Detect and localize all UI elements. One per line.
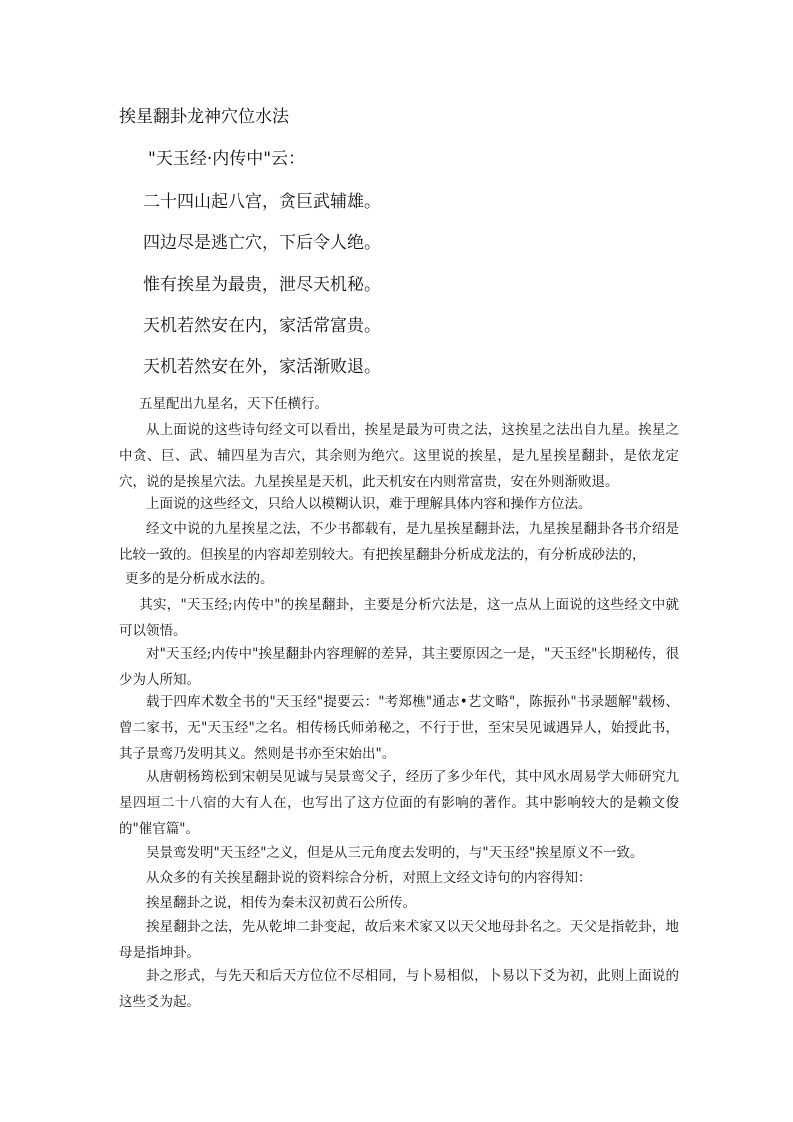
verse-line: 天机若然安在外，家活渐败退。 <box>143 357 381 377</box>
verse-line: 二十四山起八宫，贪巨武辅雄。 <box>143 192 381 212</box>
paragraph: 经文中说的九星挨星之法，不少书都载有，是九星挨星翻卦法，九星挨星翻卦各书介绍是比较一致的。但挨星的内容却差别较大。有把挨星翻卦分析成龙法的，有分析成砂法的， <box>119 521 679 563</box>
verse-line: 惟有挨星为最贵，泄尽天机秘。 <box>143 275 381 295</box>
paragraph: 五星配出九星名，天下任横行。 <box>139 396 328 412</box>
page-title: 挨星翻卦龙神穴位水法 <box>119 107 289 127</box>
verse-line: 四边尽是逃亡穴，下后令人绝。 <box>143 233 381 253</box>
paragraph: 从上面说的这些诗句经文可以看出，挨星是最为可贵之法，这挨星之法出自九星。挨星之中贪、巨、武、辅四星为吉穴，其余则为绝穴。这里说的挨星，是九星挨星翻卦，是依龙定穴，说的是挨星穴法。九星挨星是天机，此天机安在内则常富贵，安在外则渐败退。 <box>119 422 679 490</box>
paragraph: 载于四库术数全书的"天玉经"提要云："考郑樵"通志•艺文略"，陈振孙"书录题解"载杨、曾二家书，无"天玉经"之名。相传杨氏师弟秘之，不行于世，至宋吴见诚遇异人，始授此书，其子景鸾乃发明其义。然则是书亦至宋始出"。 <box>119 694 679 762</box>
paragraph: 其实，"天玉经;内传中"的挨星翻卦，主要是分析穴法是，这一点从上面说的这些经文中就可以领悟。 <box>119 597 679 639</box>
paragraph: 上面说的这些经文，只给人以模糊认识，难于理解具体内容和操作方位法。 <box>146 496 592 512</box>
paragraph: 挨星翻卦之说，相传为秦未汉初黄石公所传。 <box>146 895 416 911</box>
verse-line: 天机若然安在内，家活常富贵。 <box>143 316 381 336</box>
paragraph: 卦之形式，与先天和后天方位位不尽相同，与卜易相似，卜易以下爻为初，此则上面说的这些爻为起。 <box>119 968 679 1010</box>
paragraph: 从众多的有关挨星翻卦说的资料综合分析，对照上文经文诗句的内容得知： <box>146 870 592 886</box>
paragraph: 从唐朝杨筠松到宋朝吴见诚与吴景鸾父子，经历了多少年代，其中风水周易学大师研究九星四垣二十八宿的大有人在，也写出了这方位面的有影响的著作。其中影响较大的是赖文俊的"催官篇"。 <box>119 769 679 837</box>
quote-intro: "天玉经·内传中"云： <box>148 149 306 169</box>
paragraph: 吴景鸾发明"天玉经"之义，但是从三元角度去发明的，与"天玉经"挨星原义不一致。 <box>146 845 644 861</box>
paragraph: 对"天玉经;内传中"挨星翻卦内容理解的差异，其主要原因之一是，"天玉经"长期秘传，很少为人所知。 <box>119 646 679 688</box>
paragraph: 挨星翻卦之法，先从乾坤二卦变起，故后来术家又以天父地母卦名之。天父是指乾卦，地母是指坤卦。 <box>119 919 679 961</box>
paragraph: 更多的是分析成水法的。 <box>125 571 274 587</box>
